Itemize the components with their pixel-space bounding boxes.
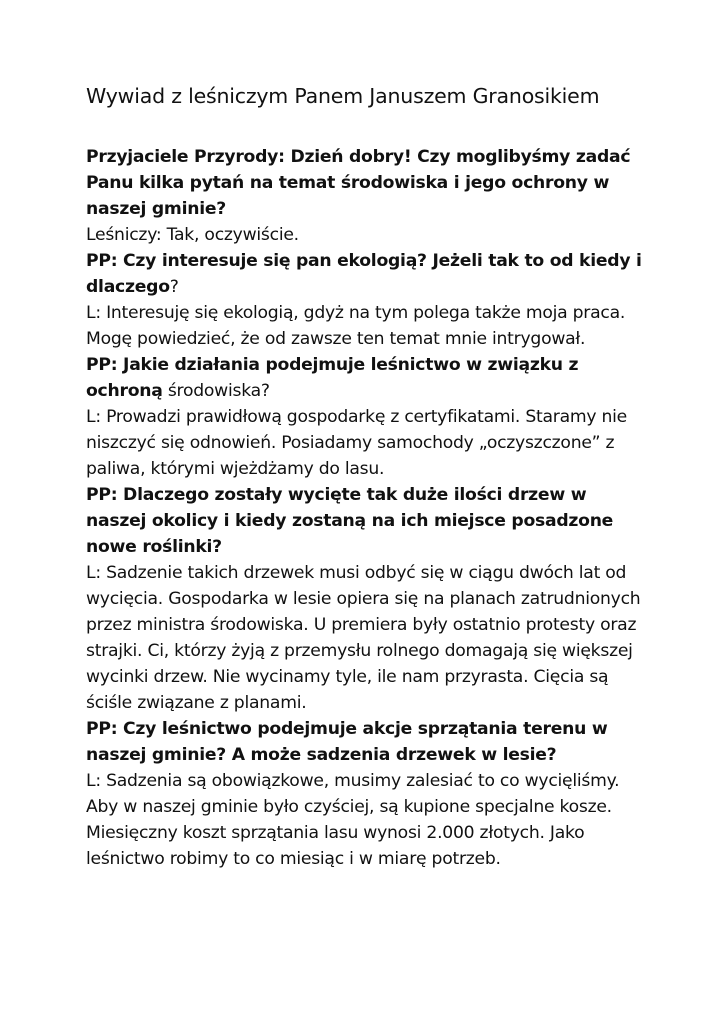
answer: Leśniczy: Tak, oczywiście. <box>86 225 299 245</box>
question-text: Przyjaciele Przyrody: Dzień dobry! Czy moglibyśmy zadać Panu kilka pytań na temat środowiska i jego ochrony w naszej gminie? <box>86 147 631 219</box>
question <box>86 716 646 768</box>
qa-block <box>86 144 646 248</box>
qa-block <box>86 482 646 716</box>
question <box>86 482 646 560</box>
answer: L: Sadzenie takich drzewek musi odbyć się w ciągu dwóch lat od wycięcia. Gospodarka w lesie opiera się na planach zatrudnionych przez ministra środowiska. U premiera były ostatnio protesty oraz strajki. Ci, którzy żyją z przemysłu rolnego domagają się większej wycinki drzew. Nie wycinamy tyle, ile nam przyrasta. Cięcia są ściśle związane z planami. <box>86 563 641 713</box>
question-text: PP: Jakie działania podejmuje leśnictwo w związku z ochroną <box>86 355 579 401</box>
question <box>86 144 646 222</box>
question-text: PP: Czy leśnictwo podejmuje akcje sprzątania terenu w naszej gminie? A może sadzenia drzewek w lesie? <box>86 719 608 765</box>
qa-block <box>86 248 646 352</box>
answer: L: Sadzenia są obowiązkowe, musimy zalesiać to co wycięliśmy. Aby w naszej gminie było czyściej, są kupione specjalne kosze. Miesięczny koszt sprzątania lasu wynosi 2.000 złotych. Jako leśnictwo robimy to co miesiąc i w miarę potrzeb. <box>86 771 620 869</box>
answer: L: Prowadzi prawidłową gospodarkę z certyfikatami. Staramy nie niszczyć się odnowień. Posiadamy samochody „oczyszczone” z paliwa, którymi wjeżdżamy do lasu. <box>86 407 627 479</box>
qa-block <box>86 716 646 872</box>
question-text: PP: Czy interesuje się pan ekologią? Jeżeli tak to od kiedy i dlaczego <box>86 251 642 297</box>
question-text: PP: Dlaczego zostały wycięte tak duże ilości drzew w naszej okolicy i kiedy zostaną na ich miejsce posadzone nowe roślinki? <box>86 485 614 557</box>
document-title: Wywiad z leśniczym Panem Januszem Granosikiem <box>86 84 600 108</box>
qa-block <box>86 352 646 482</box>
question-tail: środowiska? <box>162 381 270 401</box>
answer: L: Interesuję się ekologią, gdyż na tym polega także moja praca. Mogę powiedzieć, że od zawsze ten temat mnie intrygował. <box>86 303 626 349</box>
question <box>86 248 646 300</box>
question-tail: ? <box>169 277 179 297</box>
interview-body <box>86 144 646 872</box>
document-page <box>86 84 646 872</box>
question <box>86 352 646 404</box>
